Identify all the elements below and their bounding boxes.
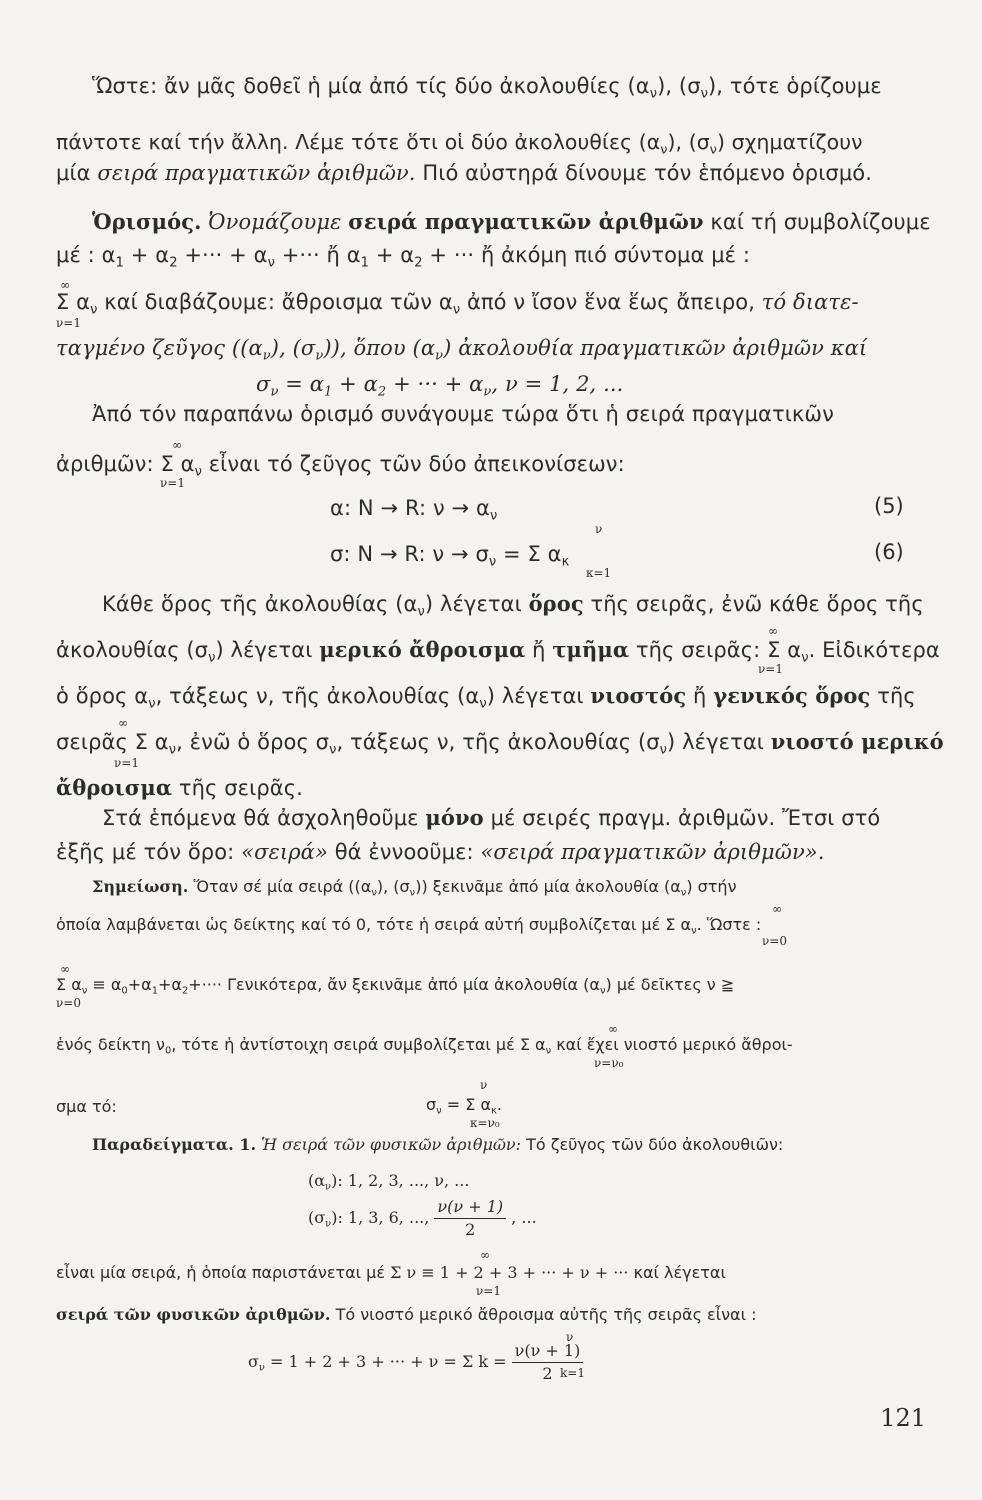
sum-lower-limit: ν=1 [758,662,783,676]
para4-line1: Στά ἑπόμενα θά ἀσχοληθοῦμε μόνο μέ σειρές πραγμ. ἀριθμῶν. Ἔτσι στό [102,805,881,830]
page-number: 121 [880,1404,926,1432]
definition-line3: Σ $\alpha_\nu$ καί διαβάζουμε: ἄθροισμα τῶν $\alpha_\nu$ ἀπό ν ἴσον ἕνα ἕως ἄπειρο, τό διατε- [56,290,859,318]
examples-line4: εἶναι μία σειρά, ἡ ὁποία παριστάνεται μέ Σ ν ≡ 1 + 2 + 3 + ··· + ν + ··· καί λέγεται [56,1263,726,1282]
para2-line2: ἀριθμῶν: Σ $\alpha_\nu$ εἶναι τό ζεῦγος τῶν δύο ἀπεικονίσεων: [56,452,625,480]
equation-6-number: (6) [874,540,904,564]
examples-line5: σειρά τῶν φυσικῶν ἀριθμῶν. Τό νιοστό μερικό ἄθροισμα αὐτῆς τῆς σειρᾶς εἶναι : [56,1305,757,1324]
definition-line2: μέ : $\alpha_1 + \alpha_2$ +··· + $\alpha_\nu$ +··· ἤ $\alpha_1 + \alpha_2$ + ··· ἤ ἀκόμη πιό σύντομα μέ : [56,243,751,271]
sum-lower-limit: κ=ν₀ [470,1116,500,1130]
examples-line1: Παραδείγματα. 1. Ἡ σειρά τῶν φυσικῶν ἀριθμῶν: Τό ζεῦγος τῶν δύο ἀκολουθιῶν: [92,1135,784,1154]
sum-upper-limit: ν [480,1078,488,1092]
para1-line2: πάντοτε καί τήν ἄλλη. Λέμε τότε ὅτι οἱ δύο ἀκολουθίες $(\alpha_\nu)$, $(\sigma_\nu)$ σχηματίζουν [56,130,863,157]
para3-line4: σειρᾶς Σ $\alpha_\nu$, ἐνῶ ὁ ὅρος $\sigma_\nu$, τάξεως ν, τῆς ἀκολουθίας $(\sigma_\nu)$ λέγεται νιοστό μερικό [56,729,944,758]
sum-lower-limit: ν=0 [56,996,81,1010]
fraction: $\frac{\nu(\nu + 1)}{2}$ [512,1340,584,1385]
sum-lower-limit: ν=1 [476,1284,501,1298]
sum-lower-limit: κ=1 [586,566,612,580]
sum-upper-limit: ∞ [172,438,182,452]
note-line1: Σημείωση. Ὅταν σέ μία σειρά ($(\alpha_\nu)$, $(\sigma_\nu)$) ξεκινᾶμε ἀπό μία ἀκολουθία $(\alpha_\nu)$ στήν [92,877,737,899]
sum-upper-limit: ∞ [480,1248,490,1262]
sum-lower-limit: k=1 [560,1366,585,1380]
fraction: $\frac{\nu(\nu + 1)}{2}$ [434,1196,506,1241]
sum-lower-limit: ν=1 [160,476,185,490]
equation-5-number: (5) [874,494,904,518]
examples-formula: $\sigma_\nu = 1 + 2 + 3$ + ··· + ν = Σ k = $\frac{\nu(\nu + 1)}{2}$ [248,1340,583,1385]
note-line5: σμα τό: [56,1097,117,1116]
sum-upper-limit: ∞ [60,962,70,976]
para3-line5: ἄθροισμα τῆς σειρᾶς. [56,775,303,800]
para3-line1: Κάθε ὅρος τῆς ἀκολουθίας $(\alpha_\nu)$ λέγεται ὅρος τῆς σειρᾶς, ἐνῶ κάθε ὅρος τῆς [102,591,924,620]
definition-line4: ταγμένο ζεῦγος ($(\alpha_\nu)$, $(\sigma_\nu)$), ὅπου $(\alpha_\nu)$ ἀκολουθία πραγματικῶν ἀριθμῶν καί [56,336,868,364]
sum-lower-limit: ν=ν₀ [594,1056,624,1070]
sum-lower-limit: ν=1 [56,316,81,330]
para1-line1: Ὥστε: ἄν μᾶς δοθεῖ ἡ μία ἀπό τίς δύο ἀκολουθίες $(\alpha_\nu)$, $(\sigma_\nu)$, τότε ὁρίζουμε [92,74,882,102]
para1-line3: μία σειρά πραγματικῶν ἀριθμῶν. Πιό αὐστηρά δίνουμε τόν ἑπόμενο ὁρισμό. [56,161,873,185]
definition-line5: $\sigma_\nu = \alpha_1 + \alpha_2$ + ··· + $\alpha_\nu$, ν = 1, 2, ... [256,372,624,400]
para2-line1: Ἀπό τόν παραπάνω ὁρισμό συνάγουμε τώρα ὅτι ἡ σειρά πραγματικῶν [92,402,834,426]
sum-lower-limit: ν=1 [114,756,139,770]
sum-upper-limit: ∞ [768,624,778,638]
note-line4: ἑνός δείκτη $\nu_0$, τότε ἡ ἀντίστοιχη σειρά συμβολίζεται μέ Σ $\alpha_\nu$ καί ἔχει νιοστό μερικό ἄθροι- [56,1035,793,1057]
sum-lower-limit: ν=0 [762,934,787,948]
equation-5: α: N → R: $\nu \to \alpha_\nu$ [330,496,498,524]
para3-line3: ὁ ὅρος $\alpha_\nu$, τάξεως ν, τῆς ἀκολουθίας $(\alpha_\nu)$ λέγεται νιοστός ἤ γενικός ὅρος τῆς [56,683,916,712]
sum-upper-limit: ∞ [772,902,782,916]
sum-upper-limit: ∞ [60,278,70,292]
para3-line2: ἀκολουθίας $(\sigma_\nu)$ λέγεται μερικό ἄθροισμα ἤ τμῆμα τῆς σειρᾶς: Σ $\alpha_\nu$. Εἰδικότερα [56,637,940,666]
note-line3: Σ $\alpha_\nu \equiv \alpha_0+\alpha_1+\alpha_2+\cdot\cdot\cdot\cdot \Gamma\varepsilon\nu\iota\kappa ό\tau\varepsilon\rho\alpha$, ἄν ξεκινᾶμε ἀπό μία ἀκολουθία $(\alpha_\nu)$ μέ δεῖκτες ν ≧ [56,975,735,997]
sequence-a: $(\alpha_\nu)$: 1, 2, 3, ..., ν, ... [308,1171,470,1193]
note-line2: ὁποία λαμβάνεται ὡς δείκτης καί τό 0, τότε ἡ σειρά αὐτή συμβολίζεται μέ Σ $\alpha_\nu$. Ὥστε : [56,915,762,937]
equation-6: σ: N → R: $\nu \to \sigma_\nu = \Sigma$ $\alpha_\kappa$ [330,542,570,570]
sum-upper-limit: ∞ [118,716,128,730]
sum-upper-limit: ∞ [608,1022,618,1036]
definition-line1: Ὁρισμός. Ὀνομάζουμε σειρά πραγματικῶν ἀριθμῶν καί τή συμβολίζουμε [92,209,931,234]
sum-upper-limit: ν [595,522,603,536]
para4-line2: ἑξῆς μέ τόν ὅρο: «σειρά» θά ἐννοοῦμε: «σειρά πραγματικῶν ἀριθμῶν». [56,840,825,864]
sequence-s: $(\sigma_\nu)$: 1, 3, 6, ..., $\frac{\nu(\nu + 1)}{2}$ , ... [308,1197,537,1239]
sum-upper-limit: ν [566,1330,574,1344]
note-formula: $\sigma_\nu = \Sigma$ $\alpha_\kappa$. [426,1095,502,1117]
